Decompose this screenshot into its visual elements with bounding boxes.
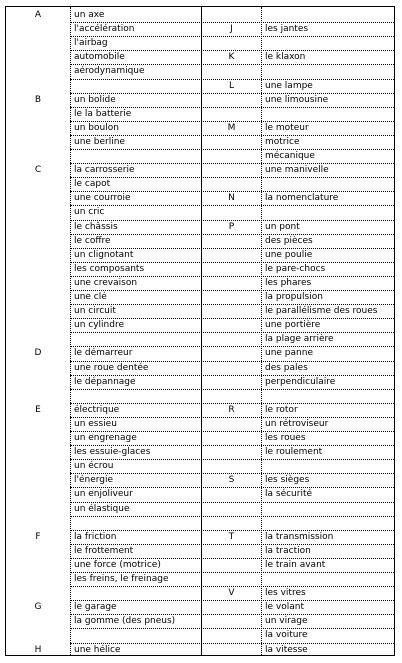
left-word-cell: l'accélération <box>74 24 135 35</box>
left-letter-cell <box>6 615 70 628</box>
right-word-cell: les jantes <box>265 24 309 35</box>
left-word-cell: les freins, le freinage <box>74 574 169 584</box>
left-letter-cell <box>6 418 70 431</box>
right-letter-cell <box>202 418 261 431</box>
left-word-cell: les composants <box>74 263 145 274</box>
right-letter-cell: M <box>227 122 236 133</box>
left-letter-cell <box>6 249 70 262</box>
right-letter-cell: N <box>228 193 235 204</box>
right-letter-cell <box>202 65 261 78</box>
left-letter-cell <box>6 573 70 586</box>
left-letter-cell <box>6 333 70 346</box>
left-word-cell: un engrenage <box>74 433 137 443</box>
right-word-cell: une portière <box>265 320 321 331</box>
right-letter-cell <box>202 376 261 389</box>
left-word-cell: la carrosserie <box>74 165 135 176</box>
right-letter-cell <box>202 164 261 177</box>
right-letter-cell <box>202 432 261 445</box>
right-word-cell: un rétroviseur <box>265 418 329 429</box>
left-letter-cell: F <box>35 531 41 542</box>
right-word-cell: une poulie <box>265 249 313 260</box>
right-word-cell <box>265 503 394 516</box>
left-word-cell <box>74 390 201 403</box>
right-letter-cell <box>202 108 261 121</box>
right-letter-cell <box>202 503 261 516</box>
right-letter-cell <box>202 615 261 628</box>
left-word-cell: une clé <box>74 292 107 302</box>
left-word-cell: le coffre <box>74 235 111 246</box>
left-letter-cell: A <box>34 10 42 20</box>
right-word-cell: les vitres <box>265 588 306 599</box>
left-letter-cell: H <box>34 644 42 655</box>
right-letter-cell <box>202 446 261 459</box>
left-letter-cell: E <box>35 404 41 415</box>
right-letter-cell <box>202 545 261 558</box>
left-word-cell: l'airbag <box>74 38 108 49</box>
left-letter-cell <box>6 460 70 473</box>
right-word-cell <box>265 108 394 121</box>
right-word-cell: une lampe <box>265 80 313 91</box>
right-word-cell <box>265 460 394 473</box>
left-word-cell: les essuie-glaces <box>74 447 151 458</box>
left-letter-cell <box>6 503 70 516</box>
right-word-cell <box>265 37 394 50</box>
right-letter-cell <box>202 644 261 657</box>
right-letter-cell <box>202 249 261 262</box>
right-letter-cell <box>202 488 261 501</box>
right-word-cell <box>265 206 394 219</box>
left-word-cell <box>74 587 201 600</box>
right-word-cell: la sécurité <box>265 489 313 500</box>
left-letter-cell <box>6 108 70 121</box>
right-word-cell: la voiture <box>265 630 308 641</box>
left-word-cell: une force (motrice) <box>74 559 161 570</box>
right-letter-cell <box>202 573 261 586</box>
right-word-cell: une panne <box>265 348 313 359</box>
left-word-cell: un cric <box>74 207 105 218</box>
right-word-cell <box>265 517 394 530</box>
left-letter-cell <box>6 150 70 163</box>
right-word-cell: les roues <box>265 433 306 443</box>
right-word-cell: la transmission <box>265 531 334 542</box>
left-word-cell: aérodynamique <box>74 66 145 77</box>
left-letter-cell <box>6 80 70 93</box>
left-word-cell <box>74 80 201 93</box>
left-letter-cell <box>6 23 70 36</box>
right-letter-cell <box>202 235 261 248</box>
left-letter-cell <box>6 51 70 64</box>
right-word-cell: un virage <box>265 616 308 627</box>
left-word-cell: un axe <box>74 10 105 20</box>
right-letter-cell <box>202 37 261 50</box>
left-word-cell: un élastique <box>74 503 130 514</box>
left-letter-cell <box>6 65 70 78</box>
left-word-cell: l'énergie <box>74 475 114 486</box>
left-word-cell: électrique <box>74 404 120 415</box>
right-word-cell: une manivelle <box>265 165 329 176</box>
right-word-cell: le moteur <box>265 122 309 133</box>
left-letter-cell <box>6 319 70 332</box>
left-letter-cell <box>6 37 70 50</box>
left-word-cell: le capot <box>74 179 111 190</box>
right-word-cell: le train avant <box>265 559 326 570</box>
left-word-cell: le garage <box>74 602 117 613</box>
left-letter-cell <box>6 559 70 572</box>
left-word-cell: le démarreur <box>74 348 133 359</box>
left-word-cell: automobile <box>74 52 125 63</box>
left-letter-cell: D <box>34 348 42 359</box>
right-word-cell: un pont <box>265 221 300 232</box>
left-letter-cell <box>6 390 70 403</box>
left-letter-cell <box>6 305 70 318</box>
left-letter-cell <box>6 192 70 205</box>
left-word-cell: le dépannage <box>74 376 136 387</box>
right-letter-cell <box>202 559 261 572</box>
right-letter-cell <box>202 136 261 149</box>
right-letter-cell <box>202 206 261 219</box>
right-word-cell: la plage arrière <box>265 334 334 345</box>
right-letter-cell <box>202 629 261 642</box>
left-word-cell: le la batterie <box>74 108 132 119</box>
left-word-cell: une roue dentée <box>74 362 149 373</box>
left-word-cell: un clignotant <box>74 249 134 260</box>
right-word-cell: la nomenclature <box>265 193 339 204</box>
right-letter-cell <box>202 601 261 614</box>
left-word-cell <box>74 150 201 163</box>
left-letter-cell <box>6 122 70 135</box>
left-letter-cell <box>6 629 70 642</box>
right-word-cell <box>265 9 394 22</box>
left-letter-cell <box>6 136 70 149</box>
left-letter-cell: C <box>34 165 42 176</box>
right-letter-cell <box>202 347 261 360</box>
right-word-cell: le roulement <box>265 447 323 458</box>
right-letter-cell: P <box>228 221 235 232</box>
right-letter-cell <box>202 94 261 107</box>
right-letter-cell: S <box>228 475 235 486</box>
left-letter-cell <box>6 235 70 248</box>
right-word-cell: les sièges <box>265 475 310 486</box>
right-word-cell <box>265 178 394 191</box>
left-letter-cell <box>6 517 70 530</box>
right-letter-cell: V <box>228 588 235 599</box>
left-word-cell: une courroie <box>74 193 131 204</box>
right-letter-cell <box>202 9 261 22</box>
right-word-cell: une limousine <box>265 94 329 105</box>
left-word-cell <box>74 629 201 642</box>
left-letter-cell: G <box>34 602 42 613</box>
left-word-cell: un écrou <box>74 461 114 472</box>
left-word-cell: un bolide <box>74 94 116 105</box>
right-word-cell: motrice <box>265 136 300 147</box>
right-word-cell: la traction <box>265 545 311 556</box>
left-word-cell: un enjoliveur <box>74 489 133 500</box>
right-letter-cell: R <box>228 404 235 415</box>
right-letter-cell <box>202 291 261 304</box>
right-letter-cell: J <box>230 24 233 35</box>
right-letter-cell <box>202 460 261 473</box>
right-letter-cell <box>202 362 261 375</box>
left-word-cell: la friction <box>74 531 117 542</box>
right-word-cell: perpendiculaire <box>265 376 336 387</box>
right-word-cell: la propulsion <box>265 292 323 302</box>
left-word-cell: la gomme (des pneus) <box>74 616 176 627</box>
right-word-cell: des pièces <box>265 235 313 246</box>
left-word-cell: un boulon <box>74 122 119 133</box>
right-letter-cell <box>202 390 261 403</box>
right-letter-cell: K <box>228 52 235 63</box>
right-letter-cell <box>202 150 261 163</box>
left-letter-cell <box>6 291 70 304</box>
right-word-cell <box>265 573 394 586</box>
left-letter-cell <box>6 206 70 219</box>
left-word-cell: une berline <box>74 136 125 147</box>
right-letter-cell <box>202 319 261 332</box>
right-letter-cell <box>202 263 261 276</box>
right-letter-cell <box>202 333 261 346</box>
left-letter-cell <box>6 432 70 445</box>
left-letter-cell <box>6 277 70 290</box>
left-letter-cell <box>6 474 70 487</box>
right-word-cell: les phares <box>265 277 312 288</box>
left-letter-cell <box>6 545 70 558</box>
left-word-cell: un cylindre <box>74 320 125 331</box>
left-letter-cell <box>6 488 70 501</box>
right-word-cell: le klaxon <box>265 52 306 63</box>
left-word-cell: une hélice <box>74 644 121 655</box>
right-word-cell: mécanique <box>265 151 315 161</box>
left-letter-cell <box>6 178 70 191</box>
right-letter-cell <box>202 517 261 530</box>
left-letter-cell <box>6 376 70 389</box>
left-word-cell <box>74 517 201 530</box>
right-word-cell: des pales <box>265 362 308 373</box>
left-letter-cell <box>6 221 70 234</box>
left-letter-cell <box>6 263 70 276</box>
right-word-cell: le volant <box>265 602 304 613</box>
right-word-cell <box>265 390 394 403</box>
right-letter-cell <box>202 178 261 191</box>
left-letter-cell <box>6 362 70 375</box>
left-letter-cell <box>6 587 70 600</box>
right-word-cell: le rotor <box>265 404 298 415</box>
right-letter-cell <box>202 277 261 290</box>
right-word-cell: le pare-chocs <box>265 263 326 274</box>
right-letter-cell: L <box>228 80 234 91</box>
vocabulary-table <box>5 6 395 656</box>
left-word-cell <box>74 333 201 346</box>
left-word-cell: une crevaison <box>74 277 138 288</box>
right-word-cell <box>265 65 394 78</box>
left-word-cell: le frottement <box>74 545 134 556</box>
left-letter-cell: B <box>34 94 42 105</box>
left-word-cell: le châssis <box>74 221 118 232</box>
right-word-cell: le parallélisme des roues <box>265 306 378 317</box>
left-word-cell: un circuit <box>74 306 116 317</box>
right-word-cell: la vitesse <box>265 644 308 655</box>
right-letter-cell <box>202 305 261 318</box>
left-letter-cell <box>6 446 70 459</box>
left-word-cell: un essieu <box>74 418 117 429</box>
right-letter-cell: T <box>228 531 235 542</box>
